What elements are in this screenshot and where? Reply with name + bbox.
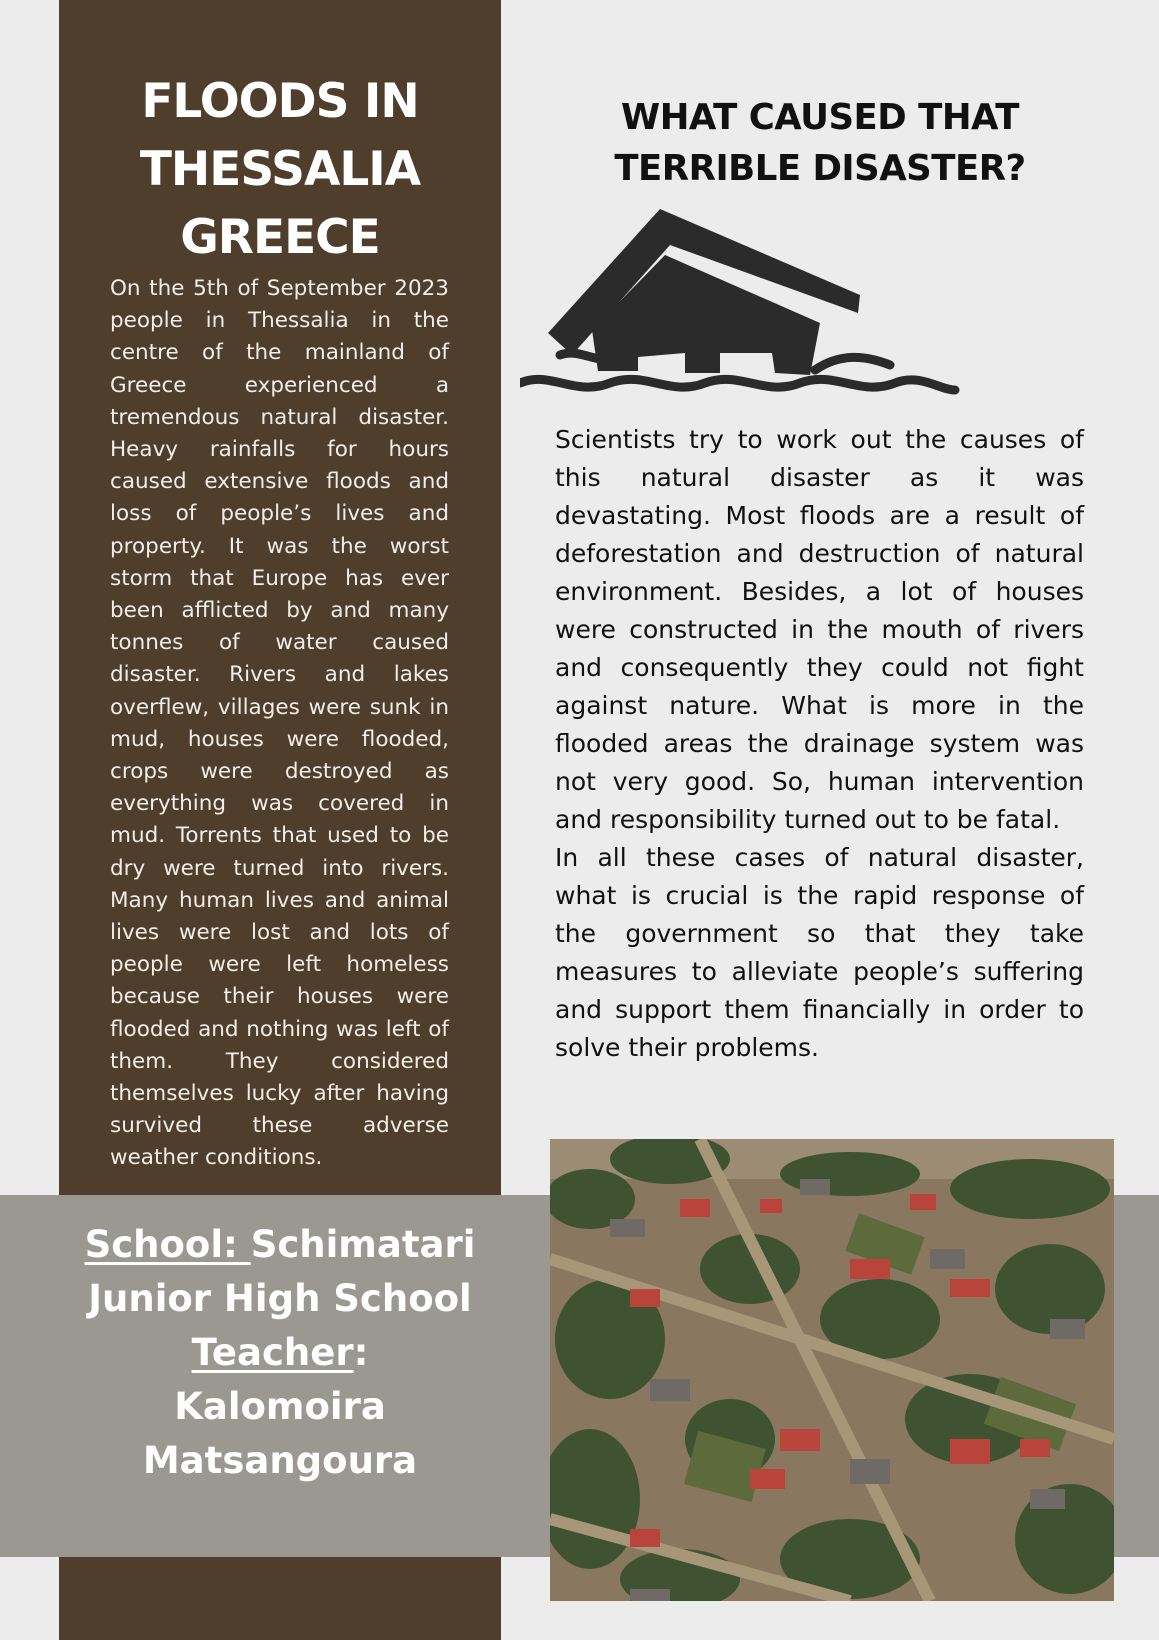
aerial-flood-photo [550,1139,1114,1601]
teacher-line [59,1326,501,1380]
left-body-text: On the 5th of September 2023 people in Thessalia in the centre of the mainland of Greece experienced a tremendous natural disaster. Heavy rainfalls for hours caused extensive floods and loss of people’s lives and property. It was the worst storm that Europe has ever been afflicted by and many tonnes of water caused disaster. Rivers and lakes overflew, villages were sunk in mud, houses were flooded, crops were destroyed as everything was covered in mud. Torrents that used to be dry were turned into rivers. Many human lives and animal lives were lost and lots of people were left homeless because their houses were flooded and nothing was left of them. They considered themselves lucky after having survived these adverse weather conditions. [110,276,449,1171]
section-title-line-1: WHAT CAUSED THAT [621,97,1019,138]
school-line [59,1218,501,1272]
school-name-part-1: Schimatari [250,1223,476,1266]
credits-block [59,1218,501,1488]
teacher-label: Teacher [191,1331,354,1374]
right-body-text [555,421,1084,1067]
photo-illustration [550,1139,1114,1601]
main-title-line-2: THESSALIA [139,142,421,197]
main-title [59,68,501,272]
school-name-part-2: Junior High School [88,1277,472,1320]
teacher-name-part-2: Matsangoura [142,1439,418,1482]
teacher-colon: : [353,1331,369,1374]
causes-paragraph: Scientists try to work out the causes of this natural disaster as it was devastating. Most floods are a result of deforestation and destruction of natural environment. Besides, a lot of houses were constructed in the mouth of rivers and consequently they could not fight against nature. What is more in the flooded areas the drainage system was not very good. So, human intervention and responsibility turned out to be fatal. [555,425,1084,834]
section-title-line-2: TERRIBLE DISASTER? [614,148,1026,189]
response-paragraph: In all these cases of natural disaster, what is crucial is the rapid response of the government so that they take measures to alleviate people’s suffering and support them financially in order to solve their problems. [555,843,1084,1062]
flooded-house-icon [520,205,960,415]
main-title-line-3: GREECE [180,210,380,265]
main-title-line-1: FLOODS IN [141,74,419,129]
teacher-name-part-1: Kalomoira [174,1385,386,1428]
section-title [530,92,1110,194]
school-label: School: [84,1223,251,1266]
